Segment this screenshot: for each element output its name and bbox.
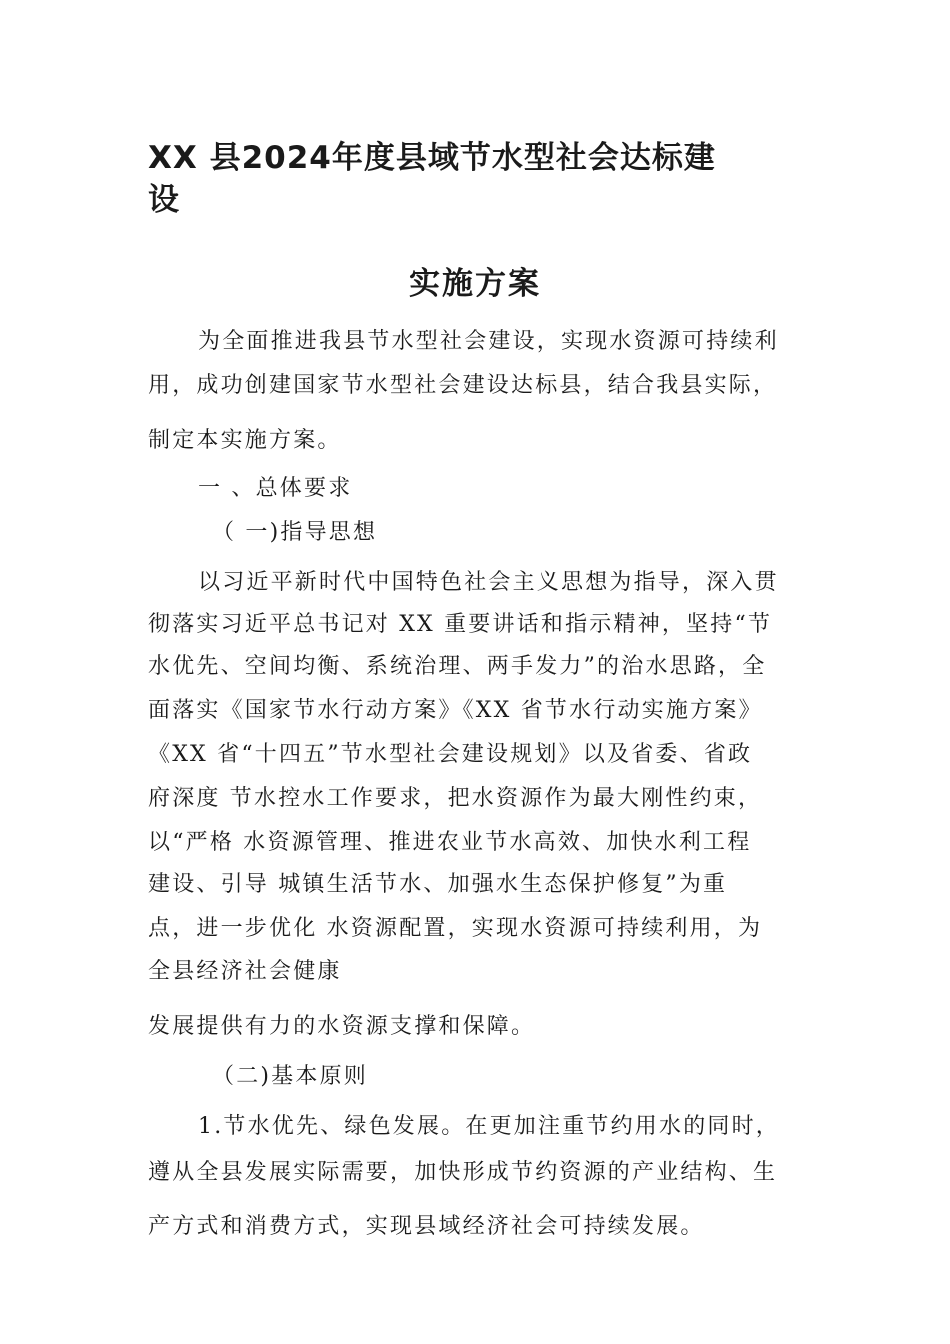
- paragraph-line: 用，成功创建国家节水型社会建设达标县，结合我县实际，: [148, 373, 778, 398]
- paragraph-line: 建设、引导 城镇生活节水、加强水生态保护修复”为重: [148, 872, 728, 897]
- paragraph-line: 以习近平新时代中国特色社会主义思想为指导，深入贯: [198, 570, 779, 595]
- subsection-heading: （ 一)指导思想: [212, 520, 378, 545]
- paragraph-line: 产方式和消费方式，实现县域经济社会可持续发展。: [148, 1214, 705, 1239]
- paragraph-line: 遵从全县发展实际需要，加快形成节约资源的产业结构、生: [148, 1160, 778, 1185]
- paragraph-line: 以“严格 水资源管理、推进农业节水高效、加快水利工程: [148, 830, 752, 855]
- paragraph-line: 《XX 省“十四五”节水型社会建设规划》以及省委、省政: [148, 742, 753, 767]
- paragraph-line: 彻落实习近平总书记对 XX 重要讲话和指示精神，坚持“节: [148, 612, 773, 637]
- paragraph-line: 发展提供有力的水资源支撑和保障。: [148, 1014, 536, 1039]
- paragraph-line: 1.节水优先、绿色发展。在更加注重节约用水的同时，: [198, 1114, 780, 1139]
- subsection-heading: （二)基本原则: [212, 1064, 368, 1089]
- document-title-line-1: XX 县2024年度县域节水型社会达标建: [148, 140, 716, 176]
- paragraph-line: 府深度 节水控水工作要求，把水资源作为最大刚性约束，: [148, 786, 763, 811]
- paragraph-line: 为全面推进我县节水型社会建设，实现水资源可持续利: [198, 329, 779, 354]
- paragraph-line: 全县经济社会健康: [148, 959, 342, 984]
- paragraph-line: 制定本实施方案。: [148, 428, 342, 453]
- section-heading: 一 、总体要求: [198, 476, 353, 501]
- paragraph-line: 点，进一步优化 水资源配置，实现水资源可持续利用，为: [148, 916, 763, 941]
- document-title-line-2: 设: [148, 182, 180, 218]
- paragraph-line: 水优先、空间均衡、系统治理、两手发力”的治水思路，全: [148, 654, 767, 679]
- paragraph-line: 面落实《国家节水行动方案》《XX 省节水行动实施方案》: [148, 698, 763, 723]
- document-subtitle: 实施方案: [409, 266, 541, 302]
